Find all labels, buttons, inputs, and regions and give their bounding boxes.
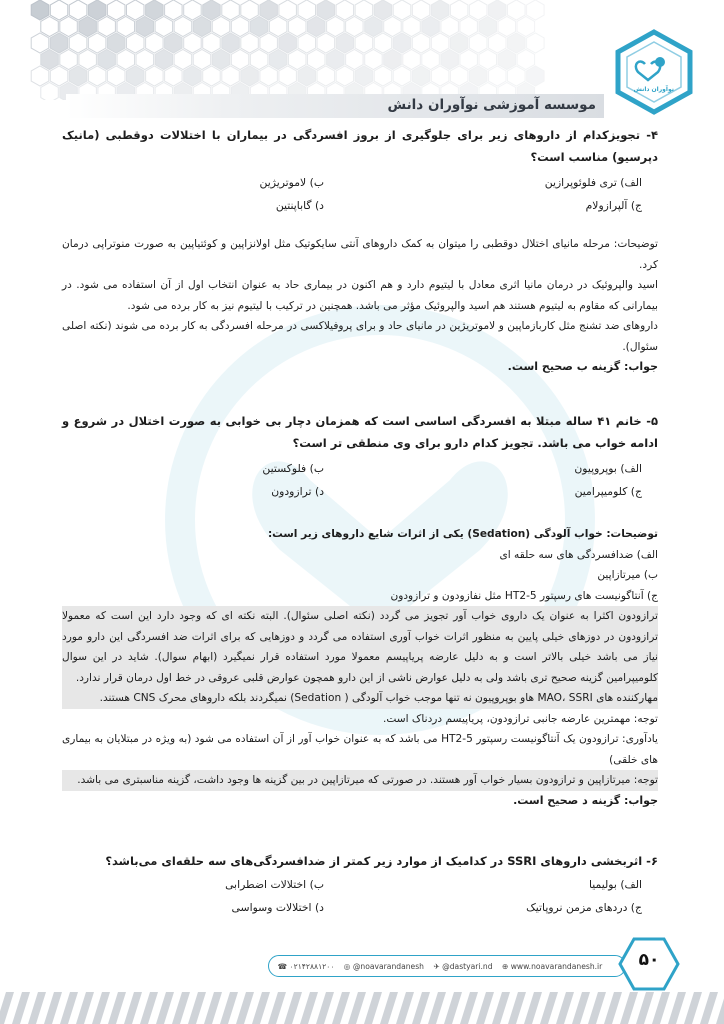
stripe bbox=[172, 992, 190, 1024]
hexagon-tile bbox=[422, 16, 440, 36]
hexagon-tile bbox=[146, 33, 164, 53]
hexagon-tile bbox=[346, 49, 364, 69]
hexagon-tile bbox=[41, 82, 59, 100]
hexagon-tile bbox=[403, 49, 421, 69]
hexagon-tile bbox=[193, 49, 211, 69]
hexagon-tile bbox=[298, 33, 316, 53]
option-c: ج) دردهای مزمن نروپاتیک bbox=[526, 901, 642, 914]
instagram-contact[interactable]: ◎ @noavarandanesh bbox=[343, 961, 424, 971]
stripe bbox=[604, 992, 622, 1024]
hexagon-tile bbox=[31, 33, 49, 53]
option-b: ب) فلوکستین bbox=[262, 462, 324, 475]
hexagon-tile bbox=[469, 33, 487, 53]
stripe bbox=[556, 992, 574, 1024]
hexagon-tile bbox=[508, 33, 526, 53]
stripe bbox=[44, 992, 62, 1024]
hexagon-tile bbox=[117, 16, 135, 36]
hexagon-tile bbox=[336, 33, 354, 53]
hexagon-tile bbox=[317, 66, 335, 86]
stripe bbox=[428, 992, 446, 1024]
hexagon-tile bbox=[165, 66, 183, 86]
hexagon-tile bbox=[317, 0, 335, 20]
hexagon-tile bbox=[69, 66, 87, 86]
hexagon-tile bbox=[336, 0, 354, 20]
hexagon-tile bbox=[212, 49, 230, 69]
hexagon-tile bbox=[174, 16, 192, 36]
note-text: توجه: مهمترین عارضه جانبی ترازودون، پریاپیسم دردناک است. bbox=[382, 712, 658, 725]
stripe bbox=[396, 992, 414, 1024]
stripe bbox=[652, 992, 670, 1024]
hexagon-tile bbox=[279, 33, 297, 53]
hexagon-tile bbox=[527, 66, 545, 86]
hexagon-tile bbox=[222, 33, 240, 53]
stripe bbox=[284, 992, 302, 1024]
highlighted-note: مهارکننده های MAO، SSRI هاو بوپروپیون نه تنها موجب خواب آلودگی ( Sedation) نمیگردند بلکه داروهای محرک CNS هستند. bbox=[62, 688, 658, 709]
stripe bbox=[700, 992, 718, 1024]
hexagon-pattern-decoration bbox=[0, 0, 560, 100]
hexagon-tile bbox=[460, 49, 478, 69]
stripe bbox=[524, 992, 542, 1024]
hexagon-tile bbox=[327, 16, 345, 36]
stripe bbox=[364, 992, 382, 1024]
highlighted-note: توجه: میرتازاپین و ترازودون بسیار خواب آور هستند. در صورتی که میرتازاپین در بین گزینه ها وجود داشت، گزینه مناسبتری می باشد. bbox=[62, 770, 658, 791]
page-title: موسسه آموزشی نوآوران دانش bbox=[387, 97, 596, 113]
telegram-handle[interactable]: @dastyari.nd bbox=[442, 961, 493, 971]
stripe bbox=[492, 992, 510, 1024]
hexagon-tile bbox=[241, 0, 258, 20]
hexagon-tile bbox=[469, 66, 487, 86]
hexagon-tile bbox=[107, 66, 125, 86]
bottom-stripe-decoration bbox=[0, 988, 724, 1024]
question-6-options bbox=[62, 873, 658, 919]
hexagon-tile bbox=[127, 0, 145, 20]
hexagon-tile bbox=[127, 66, 145, 86]
hexagon-tile bbox=[50, 0, 68, 20]
explanation-paragraph: توضیحات: مرحله مانیای اختلال دوقطبی را میتوان به کمک داروهای آنتی سایکوتیک مثل اولانزاپین و کوئتیاپین به صورت منوتراپی درمان کرد. bbox=[62, 238, 658, 271]
list-item: ب) میرتازاپین bbox=[597, 569, 658, 581]
stripe bbox=[188, 992, 206, 1024]
hexagon-tile bbox=[374, 33, 392, 53]
question-4-answer: جواب: گزینه ب صحیح است. bbox=[507, 360, 658, 373]
hexagon-tile bbox=[441, 16, 459, 36]
hexagon-tile bbox=[384, 16, 402, 36]
hexagon-tile bbox=[88, 66, 106, 86]
stripe bbox=[588, 992, 606, 1024]
option-c: ج) آلپرازولام bbox=[585, 199, 642, 212]
hexagon-tile bbox=[450, 66, 468, 86]
hexagon-tile bbox=[308, 49, 326, 69]
hexagon-tile bbox=[298, 0, 316, 20]
hexagon-tile bbox=[79, 49, 97, 69]
question-4-options bbox=[62, 171, 658, 217]
hexagon-tile bbox=[165, 0, 183, 20]
question-5-stem: ۵- خانم ۴۱ ساله مبتلا به افسردگی اساسی است که همزمان دچار بی خوابی به صورت اختلال در شروع و ادامه خواب می باشد. تجویز کدام دارو برای وی منطقی تر است؟ bbox=[62, 414, 658, 450]
hexagon-tile bbox=[260, 0, 278, 20]
hexagon-tile bbox=[69, 0, 87, 20]
hexagon-tile bbox=[355, 66, 373, 86]
hexagon-tile bbox=[127, 33, 145, 53]
stripe bbox=[444, 992, 462, 1024]
option-a: الف) تری فلوئوپرازین bbox=[544, 176, 642, 189]
stripe bbox=[252, 992, 270, 1024]
phone-number: ۰۲۱۴۲۸۸۱۲۰۰ bbox=[289, 961, 335, 971]
stripe bbox=[0, 992, 14, 1024]
hexagon-tile bbox=[393, 33, 411, 53]
highlighted-note: ترازودون اکثرا به عنوان یک داروی خواب آور تجویز می گردد (نکته اصلی سئوال). البته نکته ای که وجود دارد این است که معمولا ترازودون در دوزهای خیلی پایین به منظور اثرات خواب آوری استفاده می گردد و دوزهایی که برای اثرات ضد افسردگی این دارو مورد نیاز می باشد خیلی بالاتر است و به دلیل عارضه پریاپیسم معمولا مورد استفاده قرار نمیگیرد (ابهام سوال). شاید در این سوال کلومیپرامین گزینه صحیح تری باشد ولی به دلیل عوارض ناشی از این دارو همچون عوارض قلبی عروقی در خط اول درمان قرار ندارد. bbox=[62, 606, 658, 688]
hexagon-tile bbox=[41, 16, 59, 36]
stripe bbox=[220, 992, 238, 1024]
hexagon-tile bbox=[241, 66, 258, 86]
stripe bbox=[124, 992, 142, 1024]
hexagon-tile bbox=[174, 49, 192, 69]
hexagon-tile bbox=[336, 66, 354, 86]
question-5-answer: جواب: گزینه د صحیح است. bbox=[513, 793, 658, 807]
stripe bbox=[412, 992, 430, 1024]
hexagon-tile bbox=[98, 49, 116, 69]
hexagon-tile bbox=[107, 0, 125, 20]
option-a: الف) بولیمیا bbox=[588, 878, 642, 891]
question-6-stem: ۶- اثربخشی داروهای SSRI در کدامیک از موارد زیر کمتر از ضدافسردگی‌های سه حلقه‌ای می‌باشد؟ bbox=[105, 854, 658, 868]
brand-logo-icon bbox=[610, 28, 698, 116]
option-d: د) ترازودون bbox=[271, 485, 324, 498]
hexagon-tile bbox=[250, 49, 268, 69]
logo-text: نوآوران دانش bbox=[633, 86, 674, 93]
hexagon-tile bbox=[184, 33, 202, 53]
hexagon-tile bbox=[241, 33, 258, 53]
option-b: ب) اختلالات اضطرابی bbox=[225, 878, 324, 891]
reminder-text: یادآوری: ترازودون یک آنتاگونیست رسپتور HT2-5 می باشد که به عنوان خواب آور از آن استفاده می شود (به ویژه در مبتلایان به بیماری های خلقی) bbox=[62, 733, 658, 766]
hexagon-tile bbox=[412, 33, 430, 53]
page-number: ۵۰ bbox=[638, 950, 660, 970]
hexagon-tile bbox=[184, 0, 202, 20]
hexagon-tile bbox=[450, 0, 468, 20]
stripe bbox=[540, 992, 558, 1024]
stripe bbox=[236, 992, 254, 1024]
stripe bbox=[476, 992, 494, 1024]
question-6 bbox=[62, 850, 658, 919]
website-link[interactable]: www.noavarandanesh.ir bbox=[510, 961, 603, 971]
footer-contact-bar bbox=[268, 955, 626, 977]
hexagon-tile bbox=[489, 66, 507, 86]
hexagon-tile bbox=[422, 49, 440, 69]
hexagon-tile bbox=[489, 0, 507, 20]
hexagon-tile bbox=[269, 16, 287, 36]
stripe bbox=[348, 992, 366, 1024]
question-5 bbox=[62, 410, 658, 503]
hexagon-tile bbox=[355, 0, 373, 20]
hexagon-tile bbox=[517, 49, 535, 69]
stripe bbox=[332, 992, 350, 1024]
hexagon-tile bbox=[450, 33, 468, 53]
hexagon-tile bbox=[60, 16, 78, 36]
hexagon-tile bbox=[384, 49, 402, 69]
hexagon-tile bbox=[403, 16, 421, 36]
stripe bbox=[460, 992, 478, 1024]
hexagon-tile bbox=[279, 66, 297, 86]
stripe bbox=[716, 992, 724, 1024]
stripe bbox=[620, 992, 638, 1024]
explanation-title: توضیحات: خواب آلودگی (Sedation) یکی از اثرات شایع داروهای زیر است: bbox=[267, 528, 658, 540]
hexagon-tile bbox=[250, 16, 268, 36]
hexagon-tile bbox=[498, 16, 516, 36]
stripe bbox=[76, 992, 94, 1024]
hexagon-tile bbox=[479, 16, 497, 36]
hexagon-tile bbox=[107, 33, 125, 53]
stripe bbox=[92, 992, 110, 1024]
hexagon-tile bbox=[50, 33, 68, 53]
stripe bbox=[668, 992, 686, 1024]
hexagon-tile bbox=[527, 33, 545, 53]
hexagon-tile bbox=[288, 49, 306, 69]
hexagon-tile bbox=[327, 49, 345, 69]
stripe bbox=[140, 992, 158, 1024]
hexagon-tile bbox=[222, 0, 240, 20]
hexagon-tile bbox=[498, 49, 516, 69]
hexagon-tile bbox=[165, 33, 183, 53]
option-b: ب) لاموتریژین bbox=[259, 176, 324, 189]
phone-contact: ☎ ۰۲۱۴۲۸۸۱۲۰۰ bbox=[277, 961, 335, 971]
list-item: الف) ضدافسردگی های سه حلقه ای bbox=[499, 548, 658, 561]
telegram-contact[interactable]: ✈ @dastyari.nd bbox=[433, 961, 493, 971]
hexagon-tile bbox=[260, 66, 278, 86]
hexagon-tile bbox=[517, 16, 535, 36]
hexagon-tile bbox=[298, 66, 316, 86]
hexagon-tile bbox=[60, 49, 78, 69]
hexagon-tile bbox=[231, 16, 249, 36]
hexagon-tile bbox=[441, 49, 459, 69]
question-4-explanation bbox=[62, 234, 658, 377]
stripe bbox=[300, 992, 318, 1024]
hexagon-tile bbox=[269, 49, 287, 69]
website-contact[interactable]: ⊕ www.noavarandanesh.ir bbox=[501, 961, 603, 971]
hexagon-tile bbox=[431, 0, 449, 20]
hexagon-tile bbox=[308, 16, 326, 36]
hexagon-tile bbox=[222, 66, 240, 86]
hexagon-tile bbox=[460, 16, 478, 36]
stripe bbox=[204, 992, 222, 1024]
hexagon-tile bbox=[117, 49, 135, 69]
stripe bbox=[268, 992, 286, 1024]
hexagon-tile bbox=[136, 49, 154, 69]
stripe bbox=[684, 992, 702, 1024]
list-item: ج) آنتاگونیست های رسپتور HT2-5 مثل نفازودون و ترازودون bbox=[390, 589, 658, 602]
hexagon-tile bbox=[146, 66, 164, 86]
explanation-paragraph: اسید والپروئیک در درمان مانیا اثری معادل با لیتیوم دارد و هم اکنون در بیماری حاد به عنوان انتخاب اول از آن استفاده می شود. در بیمارانی که مقاوم به لیتیوم هستند هم اسید والپروئیک مؤثر می باشد. همچنین در ترکیب با لیتیوم نیز به کار برده می شود. bbox=[62, 279, 658, 312]
hexagon-tile bbox=[136, 16, 154, 36]
hexagon-tile bbox=[98, 16, 116, 36]
question-5-options bbox=[62, 457, 658, 503]
hexagon-tile bbox=[279, 0, 297, 20]
hexagon-tile bbox=[346, 16, 364, 36]
stripe bbox=[12, 992, 30, 1024]
hexagon-tile bbox=[203, 33, 221, 53]
hexagon-tile bbox=[508, 0, 526, 20]
stripe bbox=[60, 992, 78, 1024]
stripe bbox=[108, 992, 126, 1024]
stripe bbox=[316, 992, 334, 1024]
hexagon-tile bbox=[231, 49, 249, 69]
option-c: ج) کلومیپرامین bbox=[574, 485, 642, 498]
stripe bbox=[572, 992, 590, 1024]
hexagon-tile bbox=[479, 49, 497, 69]
hexagon-tile bbox=[288, 16, 306, 36]
hexagon-tile bbox=[184, 66, 202, 86]
hexagon-tile bbox=[31, 66, 49, 86]
hexagon-tile bbox=[365, 49, 383, 69]
hexagon-tile bbox=[355, 33, 373, 53]
option-d: د) گاباپنتین bbox=[275, 199, 324, 212]
hexagon-tile bbox=[69, 33, 87, 53]
stripe bbox=[380, 992, 398, 1024]
hexagon-tile bbox=[469, 0, 487, 20]
hexagon-tile bbox=[79, 16, 97, 36]
hexagon-tile bbox=[431, 33, 449, 53]
stripe bbox=[636, 992, 654, 1024]
hexagon-tile bbox=[431, 66, 449, 86]
instagram-handle[interactable]: @noavarandanesh bbox=[352, 961, 424, 971]
hexagon-tile bbox=[374, 66, 392, 86]
hexagon-tile bbox=[317, 33, 335, 53]
hexagon-tile bbox=[203, 0, 221, 20]
hexagon-tile bbox=[155, 49, 173, 69]
option-a: الف) بوپروپیون bbox=[574, 462, 642, 475]
hexagon-tile bbox=[88, 0, 106, 20]
hexagon-tile bbox=[260, 33, 278, 53]
stripe bbox=[156, 992, 174, 1024]
question-4-stem: ۴- تجویزکدام از داروهای زیر برای جلوگیری از بروز افسردگی در بیماران با اختلالات دوقطبی (مانیک دپرسیو) مناسب است؟ bbox=[62, 128, 658, 164]
hexagon-tile bbox=[412, 66, 430, 86]
option-d: د) اختلالات وسواسی bbox=[231, 901, 324, 914]
hexagon-tile bbox=[374, 0, 392, 20]
hexagon-tile bbox=[50, 66, 68, 86]
stripe bbox=[28, 992, 46, 1024]
hexagon-tile bbox=[203, 66, 221, 86]
question-5-explanation bbox=[62, 524, 658, 811]
question-4 bbox=[62, 124, 658, 217]
hexagon-tile bbox=[41, 49, 59, 69]
explanation-paragraph: داروهای ضد تشنج مثل کاربازماپین و لاموتریژین در مانیای حاد و برای پروفیلاکسی در مرحله افسردگی به کار برده می شوند (نکته اصلی سئوال). bbox=[62, 320, 658, 353]
hexagon-tile bbox=[365, 16, 383, 36]
stripe bbox=[508, 992, 526, 1024]
hexagon-tile bbox=[393, 66, 411, 86]
hexagon-tile bbox=[212, 16, 230, 36]
hexagon-tile bbox=[412, 0, 430, 20]
hexagon-tile bbox=[393, 0, 411, 20]
hexagon-tile bbox=[527, 0, 545, 20]
hexagon-tile bbox=[88, 33, 106, 53]
hexagon-tile bbox=[155, 16, 173, 36]
hexagon-tile bbox=[193, 16, 211, 36]
hexagon-tile bbox=[489, 33, 507, 53]
hexagon-tile bbox=[146, 0, 164, 20]
hexagon-tile bbox=[31, 0, 49, 20]
hexagon-tile bbox=[508, 66, 526, 86]
